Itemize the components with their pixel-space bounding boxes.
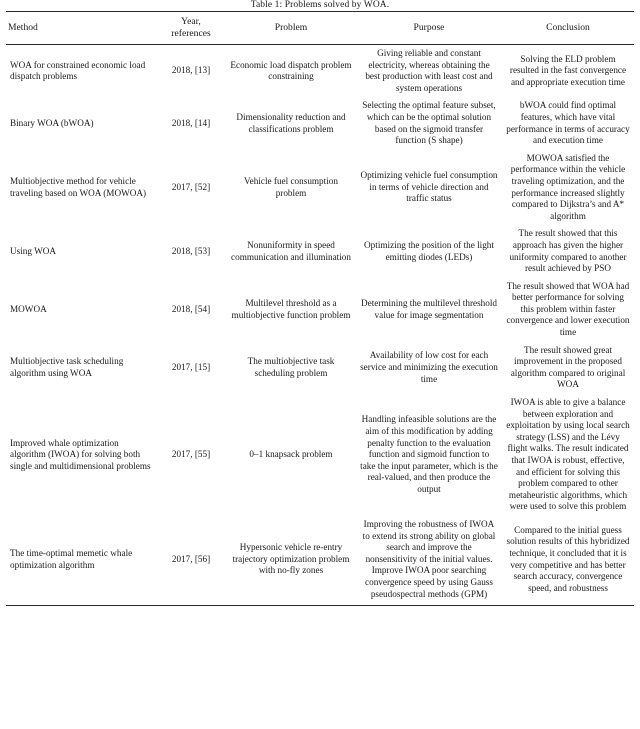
cell-problem: Hypersonic vehicle re-entry trajectory optimization problem with no-fly zones [226, 516, 356, 606]
table-row [6, 97, 634, 149]
cell-method: MOWOA [10, 303, 47, 314]
cell-year-references: 2018, [14] [171, 117, 211, 128]
column-header-year-references [156, 12, 226, 45]
cell-conclusion: The result showed that this approach has given the higher uniformity compared to another result achieved by PSO [509, 228, 627, 274]
cell-year-references: 2017, [15] [171, 362, 211, 373]
cell-purpose: Availability of low cost for each service and minimizing the execution time [360, 350, 498, 384]
cell-conclusion: bWOA could find optimal features, which have vital performance in terms of accuracy and execution time [506, 100, 630, 146]
problems-solved-by-woa-table [6, 11, 634, 606]
table-header-row [6, 12, 634, 45]
cell-year-references: 2018, [53] [171, 245, 211, 256]
cell-year-references: 2017, [55] [171, 449, 211, 460]
cell-year-references: 2018, [13] [171, 65, 211, 76]
table-caption: Table 1: Problems solved by WOA. [250, 0, 390, 10]
cell-method: Binary WOA (bWOA) [10, 117, 94, 128]
cell-problem: Economic load dispatch problem constraining [230, 59, 352, 82]
cell-year-references: 2017, [56] [156, 516, 226, 606]
table-body [6, 45, 634, 606]
cell-method: Multiobjective task scheduling algorithm using WOA [10, 356, 124, 378]
cell-method: Using WOA [10, 245, 57, 256]
column-header-year-line1: Year, [181, 16, 201, 27]
cell-purpose: Improving the robustness of IWOA to extend its strong ability on global search and improve the nonsensitivity of the initial values. Improve IWOA poor searching convergence speed by using Gauss pseudospectral methods (GPM) [356, 516, 502, 606]
cell-conclusion: The result showed great improvement in the proposed algorithm compared to original WOA [510, 344, 626, 390]
cell-problem: Nonuniformity in speed communication and illumination [231, 239, 351, 262]
cell-method: WOA for constrained economic load dispatch problems [10, 59, 146, 82]
cell-purpose: Optimizing vehicle fuel consumption in terms of vehicle direction and traffic status [360, 170, 498, 204]
cell-purpose: Selecting the optimal feature subset, which can be the optimal solution based on the sigmoid transfer function (S shape) [362, 100, 496, 146]
cell-problem: 0–1 knapsack problem [249, 449, 333, 460]
table-row [6, 45, 634, 98]
table-row [6, 225, 634, 277]
cell-problem: Dimensionality reduction and classifications problem [236, 111, 346, 134]
column-header-problem: Problem [226, 12, 356, 45]
cell-purpose: Optimizing the position of the light emitting diodes (LEDs) [364, 239, 494, 262]
cell-conclusion: MOWOA satisfied the performance within the vehicle traveling optimization, and the performance increased slightly compared to Dijkstra’s and A* algorithm [510, 152, 626, 221]
cell-year-references: 2017, [52] [171, 181, 211, 192]
table-row [6, 342, 634, 394]
table-row [6, 516, 634, 606]
table-row [6, 150, 634, 226]
cell-purpose: Determining the multilevel threshold value for image segmentation [361, 298, 497, 320]
cell-purpose: Giving reliable and constant electricity, whereas obtaining the best production with least cost and system operations [365, 48, 493, 93]
column-header-year-line2: references [171, 27, 211, 39]
cell-problem: The multiobjective task scheduling problem [247, 356, 335, 378]
cell-method: The time-optimal memetic whale optimization algorithm [6, 516, 156, 606]
column-header-method: Method [6, 12, 156, 45]
cell-conclusion: The result showed that WOA had better performance for solving this problem within faster convergence and lower execution time [506, 280, 630, 338]
column-header-conclusion: Conclusion [502, 12, 634, 45]
column-header-purpose: Purpose [356, 12, 502, 45]
table-header [6, 12, 634, 45]
cell-conclusion: Compared to the initial guess solution results of this hybridized technique, it concluded that it is very competitive and has better search accuracy, convergence speed, and robustness [502, 516, 634, 606]
table-row [6, 394, 634, 516]
cell-conclusion: Solving the ELD problem resulted in the fast convergence and appropriate execution time [509, 53, 627, 87]
table-row [6, 278, 634, 342]
cell-conclusion: IWOA is able to give a balance between exploration and exploitation by using local search strategy (LSS) and the Lévy flight walks. The result indicated that IWOA is robust, effective, and efficient for solving this problem compared to other metaheuristic algorithms, which were used to solve this problem [506, 397, 630, 512]
cell-method: Improved whale optimization algorithm (IWOA) for solving both single and multidimensional problems [10, 437, 151, 471]
cell-method: Multiobjective method for vehicle traveling based on WOA (MOWOA) [10, 175, 147, 198]
cell-year-references: 2018, [54] [171, 303, 211, 314]
cell-problem: Vehicle fuel consumption problem [244, 175, 338, 198]
cell-purpose: Handling infeasible solutions are the aim of this modification by adding penalty function to the evaluation function and sigmoid function to take the input parameter, which is the real-valued, and then produce the output [360, 414, 498, 494]
cell-problem: Multilevel threshold as a multiobjective function problem [231, 298, 351, 320]
